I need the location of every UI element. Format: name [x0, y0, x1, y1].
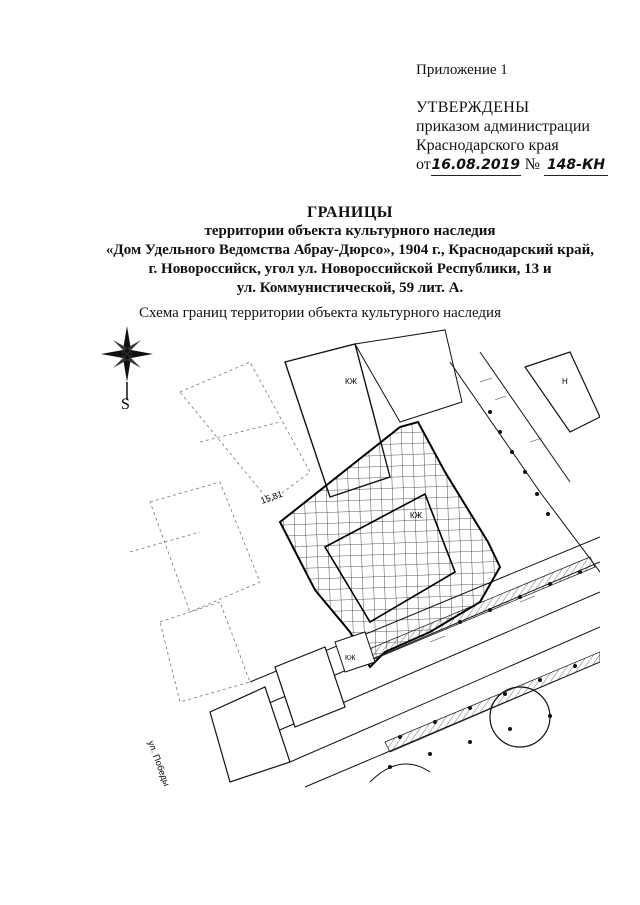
scheme-caption: Схема границ территории объекта культурного наследия	[139, 305, 501, 321]
title-line-2: «Дом Удельного Ведомства Абрау-Дюрсо», 1904 г., Краснодарский край,	[105, 242, 595, 258]
protected-territory-boundary	[280, 422, 500, 667]
approval-date-line	[416, 155, 608, 176]
approved-line-2: Краснодарского края	[416, 137, 559, 154]
compass-rose-icon	[101, 326, 153, 400]
label-kzh-top: КЖ	[345, 377, 358, 386]
arc-feature	[370, 764, 430, 782]
approved-line-1: приказом администрации	[416, 118, 590, 135]
label-kzh-center: КЖ	[410, 511, 423, 520]
number-value: 148-КН	[544, 156, 608, 176]
compass-label: S	[121, 396, 130, 413]
sidewalk-hatch-lower	[385, 652, 600, 752]
document-title	[90, 203, 610, 298]
number-prefix: №	[524, 156, 541, 173]
date-value: 16.08.2019	[431, 156, 521, 176]
approved-title: УТВЕРЖДЕНЫ	[416, 99, 530, 116]
appendix-label: Приложение 1	[416, 62, 508, 78]
title-line-1: территории объекта культурного наследия	[204, 223, 496, 239]
date-prefix: от	[416, 156, 431, 173]
title-line-4: ул. Коммунистической, 59 лит. А.	[236, 280, 464, 296]
approval-block	[416, 98, 608, 176]
label-kzh-lower: КЖ	[345, 655, 356, 662]
building-right	[525, 352, 600, 432]
label-n: Н	[562, 377, 568, 386]
building-lower-middle	[275, 647, 345, 727]
boundary-scheme-map	[100, 322, 600, 792]
elevation-label: 15,81	[259, 488, 284, 506]
title-heading: ГРАНИЦЫ	[306, 204, 393, 221]
building-lower-left	[210, 687, 290, 782]
title-line-3: г. Новороссийск, угол ул. Новороссийской Республики, 13 и	[148, 261, 552, 277]
parcel-outlines	[130, 362, 310, 702]
street-label: ул. Победы	[146, 739, 172, 788]
